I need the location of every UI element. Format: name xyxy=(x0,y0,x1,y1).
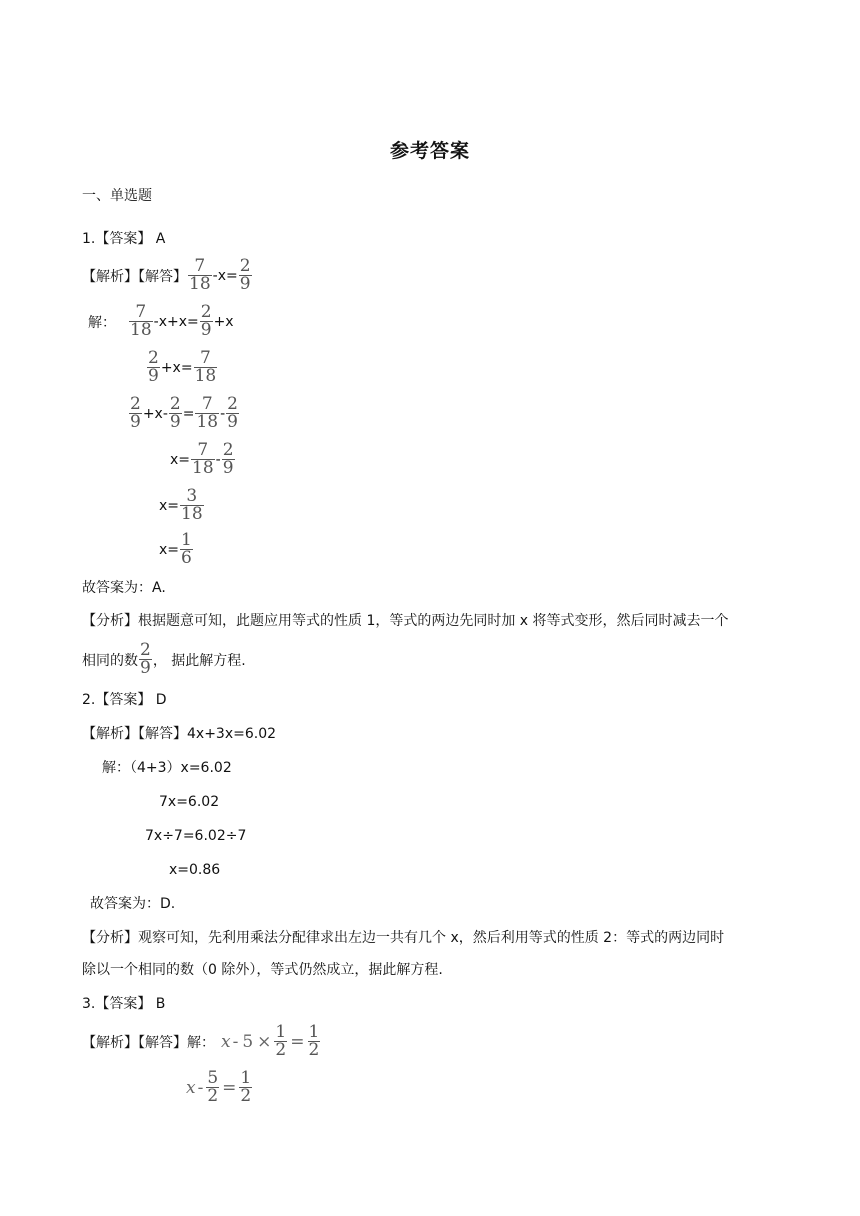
fraction: $\frac{3}{18}$ xyxy=(181,486,203,524)
q2-conclusion: 故答案为：D. xyxy=(90,896,176,912)
fraction: $\frac{7}{18}$ xyxy=(196,394,219,432)
step-text: +x= xyxy=(160,359,193,376)
fraction: $\frac{2}{9}$ xyxy=(227,394,238,432)
step-text: +x- xyxy=(142,405,168,422)
q1-analysis-text-1: 【分析】根据题意可知，此题应用等式的性质 1，等式的两边先同时加 x 将等式变形，然后同时减去一个 xyxy=(82,613,729,629)
q1-step-6 xyxy=(159,532,194,567)
fraction: $\frac{7}{18}$ xyxy=(194,348,217,386)
fraction: $\frac{2}{9}$ xyxy=(239,256,251,294)
page-title: 参考答案 xyxy=(389,140,470,162)
step-text: x= xyxy=(159,497,180,514)
fraction: $\frac{2}{9}$ xyxy=(140,640,151,678)
step-text: = xyxy=(182,405,195,422)
fraction: $\frac{5}{2}$ xyxy=(207,1068,219,1106)
q2-analysis-text-1: 【分析】观察可知，先利用乘法分配律求出左边一共有几个 x，然后利用等式的性质 2：等式的两边同时 xyxy=(82,930,725,946)
fraction: $\frac{2}{9}$ xyxy=(148,348,159,386)
fraction: $\frac{7}{18}$ xyxy=(189,256,211,294)
q2-step-3: 7x÷7=6.02÷7 xyxy=(145,828,247,844)
fraction: $\frac{7}{18}$ xyxy=(192,440,214,478)
fraction: $\frac{7}{18}$ xyxy=(130,302,152,340)
math-var: x xyxy=(221,1031,231,1052)
step-text: +x xyxy=(213,313,234,330)
fraction: $\frac{1}{6}$ xyxy=(181,530,192,568)
q1-step-2 xyxy=(146,350,218,385)
q1-step-4 xyxy=(170,442,236,477)
q2-step-2: 7x=6.02 xyxy=(159,794,220,810)
analysis-text: 相同的数 xyxy=(82,652,138,669)
fraction: $\frac{2}{9}$ xyxy=(169,394,181,432)
q1-step-3 xyxy=(128,396,240,431)
math-op: × xyxy=(257,1031,272,1052)
math-num: 5 xyxy=(242,1031,254,1052)
q2-step-4: x=0.86 xyxy=(169,862,221,878)
q1-conclusion: 故答案为：A. xyxy=(82,580,166,596)
q3-step-1 xyxy=(186,1070,253,1105)
math-op: - xyxy=(232,1031,239,1052)
q1-step-1 xyxy=(88,304,234,339)
q1-analysis-text-2 xyxy=(82,642,246,677)
fraction: $\frac{1}{2}$ xyxy=(275,1022,287,1060)
q3-analysis-label: 【解析】【解答】解： xyxy=(82,1034,215,1051)
fraction: $\frac{1}{2}$ xyxy=(308,1022,320,1060)
step-text: x= xyxy=(159,541,180,558)
q1-answer: 1.【答案】 A xyxy=(82,231,166,247)
fraction: $\frac{2}{9}$ xyxy=(222,440,234,478)
q2-answer: 2.【答案】 D xyxy=(82,692,167,708)
q2-step-1: 解：（4+3）x=6.02 xyxy=(102,760,232,776)
math-var: x xyxy=(186,1077,196,1098)
fraction: $\frac{2}{9}$ xyxy=(200,302,212,340)
q1-analysis-label: 【解析】【解答】 xyxy=(82,268,187,285)
analysis-text: ， 据此解方程. xyxy=(152,652,246,669)
math-op: = xyxy=(290,1031,305,1052)
fraction: $\frac{1}{2}$ xyxy=(240,1068,252,1106)
q3-answer: 3.【答案】 B xyxy=(82,996,166,1012)
step-text: - xyxy=(215,451,221,468)
q1-step-5 xyxy=(159,488,205,523)
step-text: x= xyxy=(170,451,191,468)
section-heading: 一、单选题 xyxy=(82,188,152,204)
q3-analysis-line xyxy=(82,1024,321,1059)
q2-analysis-line: 【解析】【解答】4x+3x=6.02 xyxy=(82,726,277,742)
q1-eq-text: -x= xyxy=(212,267,238,284)
step-text: - xyxy=(220,405,226,422)
q1-analysis-line xyxy=(82,258,253,293)
math-op: - xyxy=(197,1077,204,1098)
q2-analysis-text-2: 除以一个相同的数（0 除外），等式仍然成立，据此解方程. xyxy=(82,962,443,978)
solve-label: 解： xyxy=(88,314,116,331)
fraction: $\frac{2}{9}$ xyxy=(130,394,141,432)
math-op: = xyxy=(222,1077,237,1098)
step-text: -x+x= xyxy=(153,313,199,330)
